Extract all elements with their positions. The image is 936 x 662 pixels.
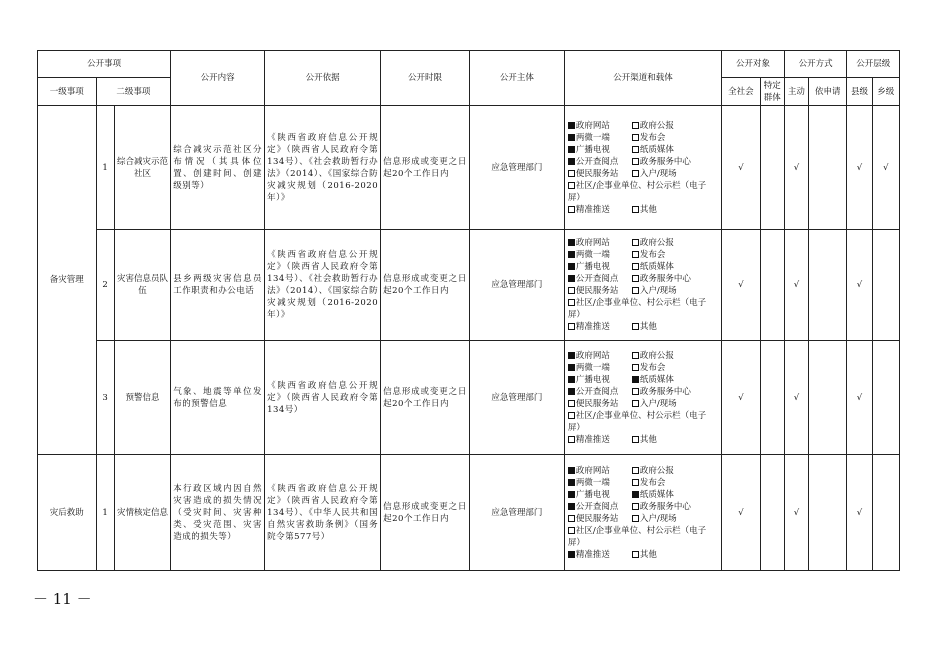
checked-box-icon xyxy=(568,503,575,510)
checked-box-icon xyxy=(632,491,639,498)
unchecked-box-icon xyxy=(632,287,639,294)
channel-line xyxy=(568,501,718,513)
row-item: 综合减灾示范社区 xyxy=(114,106,171,230)
checked-box-icon xyxy=(568,376,575,383)
disclosure-table xyxy=(37,50,900,571)
channel-label: 其他 xyxy=(639,434,657,445)
channel-line xyxy=(568,168,718,180)
mark-county: √ xyxy=(847,341,872,455)
group-name: 备灾管理 xyxy=(38,106,97,455)
row-time-limit: 信息形成或变更之日起20个工作日内 xyxy=(381,341,470,455)
channel-option xyxy=(632,169,677,179)
header-county: 县级 xyxy=(847,78,872,106)
table-row xyxy=(38,230,900,341)
channel-label: 公开查阅点 xyxy=(575,274,619,284)
channel-option xyxy=(568,237,632,249)
channel-option xyxy=(632,351,674,361)
mark-all-society: √ xyxy=(722,230,760,341)
unchecked-box-icon xyxy=(568,400,575,407)
unchecked-box-icon xyxy=(632,400,639,407)
channel-line xyxy=(568,434,718,446)
channel-label: 政府公报 xyxy=(639,238,674,248)
header-level-1-item: 一级事项 xyxy=(38,78,97,106)
channel-option xyxy=(632,250,666,260)
mark-all-society: √ xyxy=(722,106,760,230)
table-row xyxy=(38,455,900,571)
channel-label: 政务服务中心 xyxy=(639,274,691,284)
row-subject: 应急管理部门 xyxy=(469,106,564,230)
channel-option xyxy=(568,132,632,144)
channel-community xyxy=(568,297,718,321)
channel-option xyxy=(632,238,674,248)
channel-option xyxy=(632,157,691,167)
channel-option xyxy=(568,144,632,156)
table-row xyxy=(38,106,900,230)
channel-label: 社区/企事业单位、村公示栏（电子屏） xyxy=(567,525,707,548)
unchecked-box-icon xyxy=(632,275,639,282)
unchecked-box-icon xyxy=(632,503,639,510)
header-all-society: 全社会 xyxy=(722,78,760,106)
checked-box-icon xyxy=(568,388,575,395)
mark-active: √ xyxy=(784,106,808,230)
channel-option xyxy=(568,350,632,362)
channel-option xyxy=(632,550,657,560)
channel-label: 纸质媒体 xyxy=(639,144,674,155)
channel-line xyxy=(568,144,718,156)
row-number: 1 xyxy=(96,106,114,230)
channel-option xyxy=(632,121,674,131)
unchecked-box-icon xyxy=(632,146,639,153)
channel-label: 纸质媒体 xyxy=(639,489,674,500)
mark-specific-group xyxy=(760,106,784,230)
checked-box-icon xyxy=(568,364,575,371)
unchecked-box-icon xyxy=(632,551,639,558)
channel-label: 两微一端 xyxy=(575,250,610,260)
header-row-1 xyxy=(38,51,900,78)
channel-line xyxy=(568,374,718,386)
channel-option xyxy=(568,477,632,489)
mark-specific-group xyxy=(760,230,784,341)
header-gongkai-shixiang: 公开事项 xyxy=(38,51,171,78)
channel-option xyxy=(568,386,632,398)
checked-box-icon xyxy=(568,146,575,153)
channel-option xyxy=(568,398,632,410)
header-level: 公开层级 xyxy=(847,51,900,78)
channel-label: 公开查阅点 xyxy=(575,386,619,397)
channel-community xyxy=(568,525,718,549)
channel-label: 广播电视 xyxy=(575,489,610,500)
checked-box-icon xyxy=(568,479,575,486)
header-channels: 公开渠道和载体 xyxy=(564,51,721,106)
channel-line xyxy=(568,465,718,477)
channel-option xyxy=(632,502,691,512)
row-time-limit: 信息形成或变更之日起20个工作日内 xyxy=(381,106,470,230)
channel-label: 两微一端 xyxy=(575,477,610,488)
mark-active: √ xyxy=(784,341,808,455)
channel-label: 其他 xyxy=(639,549,657,560)
mark-on-request xyxy=(809,455,847,571)
unchecked-box-icon xyxy=(568,170,575,177)
group-name: 灾后救助 xyxy=(38,455,97,571)
channel-label: 发布会 xyxy=(639,477,666,488)
channel-line xyxy=(568,386,718,398)
row-channels xyxy=(564,341,721,455)
channel-option xyxy=(632,286,677,296)
unchecked-box-icon xyxy=(632,323,639,330)
channel-label: 纸质媒体 xyxy=(639,262,674,272)
mark-county: √ xyxy=(847,455,872,571)
channel-label: 社区/企事业单位、村公示栏（电子屏） xyxy=(567,180,707,203)
checked-box-icon xyxy=(568,134,575,141)
row-item: 灾情核定信息 xyxy=(114,455,171,571)
channel-line xyxy=(568,350,718,362)
mark-town xyxy=(872,341,899,455)
mark-county: √ xyxy=(847,230,872,341)
channel-option xyxy=(568,249,632,261)
channel-option xyxy=(632,435,657,445)
checked-box-icon xyxy=(568,275,575,282)
channel-label: 便民服务站 xyxy=(575,168,619,179)
channel-label: 便民服务站 xyxy=(575,513,619,524)
channel-option xyxy=(632,322,657,332)
channel-option xyxy=(568,374,632,386)
channel-option xyxy=(568,156,632,168)
channel-line xyxy=(568,321,718,333)
table-row xyxy=(38,341,900,455)
channel-line xyxy=(568,362,718,374)
channel-line xyxy=(568,156,718,168)
channel-line xyxy=(568,132,718,144)
channel-label: 精准推送 xyxy=(575,322,610,332)
checked-box-icon xyxy=(568,263,575,270)
channel-label: 社区/企事业单位、村公示栏（电子屏） xyxy=(567,298,707,320)
channel-label: 两微一端 xyxy=(575,132,610,143)
channel-label: 两微一端 xyxy=(575,362,610,373)
header-method: 公开方式 xyxy=(784,51,847,78)
row-time-limit: 信息形成或变更之日起20个工作日内 xyxy=(381,230,470,341)
header-on-request: 依申请 xyxy=(809,78,847,106)
channel-option xyxy=(568,465,632,477)
unchecked-box-icon xyxy=(632,515,639,522)
unchecked-box-icon xyxy=(568,323,575,330)
header-content: 公开内容 xyxy=(171,51,265,106)
mark-active: √ xyxy=(784,455,808,571)
row-channels xyxy=(564,455,721,571)
row-item: 灾害信息员队伍 xyxy=(114,230,171,341)
channel-label: 其他 xyxy=(639,204,657,215)
channel-label: 其他 xyxy=(639,322,657,332)
channel-line xyxy=(568,261,718,273)
channel-line xyxy=(568,549,718,561)
channel-label: 政府网站 xyxy=(575,465,610,476)
channel-label: 便民服务站 xyxy=(575,398,619,409)
channel-label: 政府公报 xyxy=(639,465,674,476)
row-channels xyxy=(564,230,721,341)
channel-label: 入户/现场 xyxy=(639,286,677,296)
mark-town: √ xyxy=(872,106,899,230)
channel-option xyxy=(632,133,666,143)
channel-label: 政府公报 xyxy=(639,120,674,131)
channel-label: 纸质媒体 xyxy=(639,374,674,385)
channel-option xyxy=(632,387,691,397)
header-subject: 公开主体 xyxy=(469,51,564,106)
mark-town xyxy=(872,455,899,571)
mark-on-request xyxy=(809,230,847,341)
header-specific-group: 特定群体 xyxy=(760,78,784,106)
table-body xyxy=(38,106,900,571)
channel-option xyxy=(568,362,632,374)
row-time-limit: 信息形成或变更之日起20个工作日内 xyxy=(381,455,470,571)
checked-box-icon xyxy=(632,376,639,383)
channel-line xyxy=(568,477,718,489)
checked-box-icon xyxy=(568,467,575,474)
unchecked-box-icon xyxy=(632,170,639,177)
channel-option xyxy=(568,321,632,333)
unchecked-box-icon xyxy=(632,206,639,213)
channel-option xyxy=(632,466,674,476)
channel-label: 发布会 xyxy=(639,250,666,260)
channel-option xyxy=(568,204,632,216)
row-content: 县乡两级灾害信息员工作职责和办公电话 xyxy=(171,230,265,341)
channel-label: 入户/现场 xyxy=(639,513,677,524)
channel-line xyxy=(568,204,718,216)
mark-active: √ xyxy=(784,230,808,341)
unchecked-box-icon xyxy=(568,299,575,306)
channel-label: 广播电视 xyxy=(575,374,610,385)
header-time-limit: 公开时限 xyxy=(381,51,470,106)
checked-box-icon xyxy=(568,239,575,246)
channel-option xyxy=(632,514,677,524)
row-subject: 应急管理部门 xyxy=(469,455,564,571)
channel-label: 政务服务中心 xyxy=(639,501,691,512)
mark-on-request xyxy=(809,106,847,230)
unchecked-box-icon xyxy=(632,479,639,486)
channel-line xyxy=(568,489,718,501)
channel-label: 政府公报 xyxy=(639,350,674,361)
unchecked-box-icon xyxy=(632,263,639,270)
channel-option xyxy=(568,513,632,525)
channel-label: 精准推送 xyxy=(575,549,610,560)
row-content: 综合减灾示范社区分布情况（其具体位置、创建时间、创建级别等） xyxy=(171,106,265,230)
row-channels xyxy=(564,106,721,230)
channel-line xyxy=(568,249,718,261)
unchecked-box-icon xyxy=(568,182,575,189)
header-town: 乡级 xyxy=(872,78,899,106)
channel-line xyxy=(568,285,718,297)
channel-option xyxy=(568,501,632,513)
unchecked-box-icon xyxy=(632,388,639,395)
channel-label: 公开查阅点 xyxy=(575,156,619,167)
channel-line xyxy=(568,398,718,410)
channel-option xyxy=(632,363,666,373)
channel-option xyxy=(632,205,657,215)
channel-label: 入户/现场 xyxy=(639,168,677,179)
row-number: 2 xyxy=(96,230,114,341)
channel-label: 政府网站 xyxy=(575,120,610,131)
header-basis: 公开依据 xyxy=(265,51,381,106)
unchecked-box-icon xyxy=(632,467,639,474)
row-item: 预警信息 xyxy=(114,341,171,455)
channel-label: 发布会 xyxy=(639,362,666,373)
mark-specific-group xyxy=(760,341,784,455)
checked-box-icon xyxy=(568,491,575,498)
checked-box-icon xyxy=(568,251,575,258)
channel-label: 精准推送 xyxy=(575,434,610,445)
header-level-2-item: 二级事项 xyxy=(96,78,171,106)
unchecked-box-icon xyxy=(568,412,575,419)
channel-option xyxy=(568,489,632,501)
row-basis: 《陕西省政府信息公开规定》（陕西省人民政府令第134号） xyxy=(265,341,381,455)
channel-option xyxy=(568,168,632,180)
header-active: 主动 xyxy=(784,78,808,106)
channel-option xyxy=(568,434,632,446)
channel-option xyxy=(632,490,674,500)
unchecked-box-icon xyxy=(568,527,575,534)
channel-option xyxy=(632,145,674,155)
channel-option xyxy=(568,120,632,132)
channel-label: 精准推送 xyxy=(575,204,610,215)
unchecked-box-icon xyxy=(632,352,639,359)
page-number: － 11 － xyxy=(33,590,92,608)
row-number: 1 xyxy=(96,455,114,571)
mark-all-society: √ xyxy=(722,341,760,455)
channel-option xyxy=(568,549,632,561)
checked-box-icon xyxy=(568,352,575,359)
channel-label: 政府网站 xyxy=(575,238,610,248)
checked-box-icon xyxy=(568,551,575,558)
mark-all-society: √ xyxy=(722,455,760,571)
row-basis: 《陕西省政府信息公开规定》（陕西省人民政府令第134号）、《社会救助暂行办法》（2014）、《国家综合防灾减灾规划（2016-2020年）》 xyxy=(265,106,381,230)
unchecked-box-icon xyxy=(632,239,639,246)
channel-label: 政务服务中心 xyxy=(639,156,691,167)
mark-specific-group xyxy=(760,455,784,571)
channel-option xyxy=(632,375,674,385)
mark-on-request xyxy=(809,341,847,455)
unchecked-box-icon xyxy=(632,134,639,141)
row-content: 气象、地震等单位发布的预警信息 xyxy=(171,341,265,455)
unchecked-box-icon xyxy=(568,206,575,213)
checked-box-icon xyxy=(568,122,575,129)
channel-label: 政府网站 xyxy=(575,350,610,361)
channel-community xyxy=(568,410,718,434)
channel-label: 广播电视 xyxy=(575,144,610,155)
channel-line xyxy=(568,237,718,249)
row-basis: 《陕西省政府信息公开规定》（陕西省人民政府令第134号）、《中华人民共和国自然灾害救助条例》（国务院令第577号） xyxy=(265,455,381,571)
channel-community xyxy=(568,180,718,204)
channel-option xyxy=(632,274,691,284)
channel-line xyxy=(568,513,718,525)
channel-option xyxy=(632,478,666,488)
channel-label: 入户/现场 xyxy=(639,398,677,409)
unchecked-box-icon xyxy=(568,515,575,522)
channel-label: 广播电视 xyxy=(575,262,610,272)
unchecked-box-icon xyxy=(568,287,575,294)
channel-option xyxy=(568,273,632,285)
row-basis: 《陕西省政府信息公开规定》（陕西省人民政府令第134号）、《社会救助暂行办法》（2014）、《国家综合防灾减灾规划（2016-2020年）》 xyxy=(265,230,381,341)
channel-label: 社区/企事业单位、村公示栏（电子屏） xyxy=(567,410,707,433)
channel-label: 政务服务中心 xyxy=(639,386,691,397)
channel-line xyxy=(568,273,718,285)
unchecked-box-icon xyxy=(632,251,639,258)
channel-line xyxy=(568,120,718,132)
channel-label: 发布会 xyxy=(639,132,666,143)
unchecked-box-icon xyxy=(632,122,639,129)
unchecked-box-icon xyxy=(568,436,575,443)
row-subject: 应急管理部门 xyxy=(469,230,564,341)
row-content: 本行政区域内因自然灾害造成的损失情况（受灾时间、灾害种类、受灾范围、灾害造成的损失等） xyxy=(171,455,265,571)
mark-town xyxy=(872,230,899,341)
mark-county: √ xyxy=(847,106,872,230)
header-audience: 公开对象 xyxy=(722,51,785,78)
channel-option xyxy=(568,261,632,273)
unchecked-box-icon xyxy=(632,158,639,165)
channel-label: 公开查阅点 xyxy=(575,501,619,512)
channel-option xyxy=(632,262,674,272)
channel-label: 便民服务站 xyxy=(575,286,619,296)
unchecked-box-icon xyxy=(632,436,639,443)
unchecked-box-icon xyxy=(632,364,639,371)
row-subject: 应急管理部门 xyxy=(469,341,564,455)
checked-box-icon xyxy=(568,158,575,165)
channel-option xyxy=(568,285,632,297)
row-number: 3 xyxy=(96,341,114,455)
channel-option xyxy=(632,399,677,409)
